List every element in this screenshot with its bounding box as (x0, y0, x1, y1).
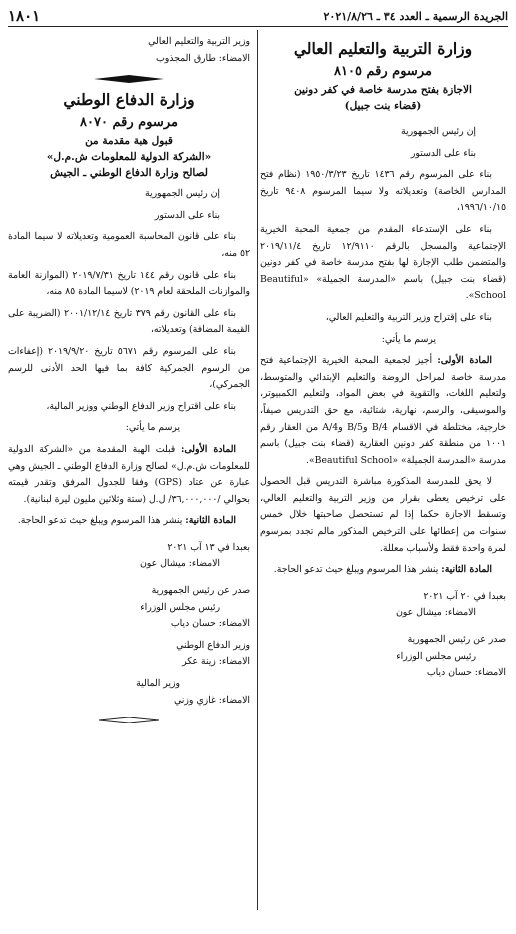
page-header (8, 6, 508, 27)
article-2-label: المادة الثانية: (441, 564, 492, 576)
divider-line-icon (99, 717, 159, 723)
article-2 (8, 513, 250, 530)
finance-minister-signature: الامضاء: غازي وزني (174, 694, 250, 706)
constitution-line: بناء على الدستور (410, 147, 476, 159)
recital-decree-5671: بناء على المرسوم رقم ٥٦٧١ تاريخ ٢٠١٩/٩/٢٠ (إعفاءات من الرسوم الجمركية كافة بما فيها الحد الأدنى للرسم الجمركي)، (8, 345, 250, 391)
constitution-line: بناء على الدستور (154, 209, 220, 221)
finance-minister-title: وزير المالية (136, 678, 180, 690)
recital-accounting-law: بناء على قانون المحاسبة العمومية وتعديلاته لا سيما المادة ٥٢ منه، (8, 231, 250, 259)
prime-minister-signature: الامضاء: حسان دياب (426, 667, 506, 679)
president-line: إن رئيس الجمهورية (145, 188, 220, 200)
recital-law-144: بناء على قانون رقم ١٤٤ تاريخ ٢٠١٩/٧/٣١ (الموازنة العامة والموازنات الملحقة لعام ٢٠١٩) لاسيما المادة ٨٥ منه، (8, 269, 250, 298)
recital-law-379: بناء على القانون رقم ٣٧٩ تاريخ ٢٠٠١/١٢/١٤ (الضريبة على القيمة المضافة) وتعديلاته، (8, 307, 250, 336)
education-minister-title: وزير التربية والتعليم العالي (148, 36, 250, 47)
article-1 (8, 442, 250, 508)
decree-subject-line2: (قضاء بنت جبيل) (344, 100, 422, 112)
decree-number-8105: مرسوم رقم ٨١٠٥ (334, 64, 432, 79)
decree-subject-line2: «الشركة الدولية للمعلومات ش.م.ل» (46, 151, 212, 164)
president-line: إن رئيس الجمهورية (401, 126, 476, 137)
section-divider (8, 75, 250, 83)
ministry-title-education: وزارة التربية والتعليم العالي (293, 39, 473, 58)
gazette-title: الجريدة الرسمية ـ العدد ٣٤ ـ ٢٠٢١/٨/٢٦ (323, 9, 508, 23)
article-2-text: ينشر هذا المرسوم ويبلغ حيث تدعو الحاجة. (273, 564, 439, 576)
decree-number-8070: مرسوم رقم ٨٠٧٠ (80, 115, 178, 131)
column-divider (257, 30, 258, 910)
issued-by-president: صدر عن رئيس الجمهورية (407, 634, 506, 646)
ministry-title-defense: وزارة الدفاع الوطني (63, 90, 195, 110)
divider-ornament-icon (94, 75, 164, 83)
decree-subject-line3: لصالح وزارة الدفاع الوطني ـ الجيش (50, 167, 208, 180)
president-signature: الامضاء: ميشال عون (139, 558, 220, 570)
prime-minister-title: رئيس مجلس الوزراء (140, 601, 220, 613)
defense-minister-signature: الامضاء: زينة عكر (182, 656, 250, 668)
prime-minister-signature: الامضاء: حسان دياب (170, 618, 250, 630)
defense-minister-title: وزير الدفاع الوطني (176, 639, 250, 651)
article-1-text: قبلت الهبة المقدمة من «الشركة الدولية للمعلومات ش.م.ل» لصالح وزارة الدفاع الوطني ـ الجيش وهي عبارة عن عتاد (GPS) وفقا للجدول المرفق وتقدر قيمته بحوالي /٣٦,٠٠٠,٠٠٠/ ل.ل (ستة وثلاثين مليون ليرة لبنانية). (8, 443, 250, 505)
signing-date: بعبدا في ٢٠ آب ٢٠٢١ (423, 590, 506, 602)
article-1-note: لا يحق للمدرسة المذكورة مباشرة التدريس قبل الحصول على ترخيص يعطى بقرار من وزير التربية والتعليم العالي، وتسقط الاجازة حكما إذا لم تستحصل صاحبتها خلال خمس سنوات من إعطائها على الترخيص المذكور مالم تجدد بمرسوم لمرة واحدة فقط ولأسباب معللة. (260, 476, 506, 554)
decree-subject-line1: قبول هبة مقدمة من (85, 135, 173, 148)
end-divider (8, 717, 250, 723)
article-2 (260, 562, 506, 579)
decree-subject-line1: الاجازة بفتح مدرسة خاصة في كفر دونين (294, 84, 472, 96)
article-1-label: المادة الأولى: (437, 355, 492, 367)
page-number: ١٨٠١ (8, 7, 41, 25)
issued-by-president: صدر عن رئيس الجمهورية (151, 585, 250, 597)
president-signature: الامضاء: ميشال عون (395, 607, 476, 619)
right-column (260, 34, 506, 682)
signing-date: بعبدا في ١٣ آب ٢٠٢١ (167, 541, 250, 553)
article-1-text: أجيز لجمعية المحبة الخيرية الإجتماعية فتح مدرسة خاصة لمراحل الروضة والتعليم الإبتدائي والمتوسط، ولتعليم اللغات، والتقوية في بعض المواد، ولتعليم الكمبيوتر، والموسيقى، والرسم، نهارية، شتائية، مع حق التدريس صيفاً، خارجية، مختلطة في الاقسام B/4 وB/5 وA/4 من العقار رقم ١٠٠١ من منطقة كفر دونين العقارية (قضاء بنت جبيل) باسم مدرسة «المدرسة الجميلة» «Beautiful School». (260, 355, 506, 466)
recital-request: بناء على الإستدعاء المقدم من جمعية المحبة الخيرية الإجتماعية والمسجل بالرقم ١٢/٩١١٠ تاريخ ٢٠١٩/١١/٤ والمتضمن طلب الإجازة لها بفتح مدرسة خاصة في كفر دونين (قضاء بنت جبيل) باسم «المدرسة الجميلة» «Beautiful School». (260, 223, 506, 302)
decrees-line: يرسم ما يأتي: (125, 422, 180, 434)
article-1-label: المادة الأولى: (180, 443, 236, 455)
recital-proposal: بناء على إقتراح وزير التربية والتعليم العالي، (325, 311, 492, 323)
article-2-text: ينشر هذا المرسوم ويبلغ حيث تدعو الحاجة. (17, 515, 183, 527)
recital-proposal: بناء على اقتراح وزير الدفاع الوطني ووزير المالية، (46, 400, 236, 412)
decrees-line: يرسم ما يأتي: (381, 333, 436, 345)
prime-minister-title: رئيس مجلس الوزراء (396, 650, 476, 662)
recital-decree-1436: بناء على المرسوم رقم ١٤٣٦ تاريخ ١٩٥٠/٣/٢٣ (نظام فتح المدارس الخاصة) وتعديلاته ولا سيما المرسوم ٩٤٠٨ تاريخ ١٩٩٦/١٠/١٥، (260, 169, 506, 214)
article-1 (260, 353, 506, 469)
education-minister-signature: الامضاء: طارق المجذوب (155, 52, 250, 64)
article-2-label: المادة الثانية: (185, 515, 236, 527)
left-column (8, 34, 250, 723)
